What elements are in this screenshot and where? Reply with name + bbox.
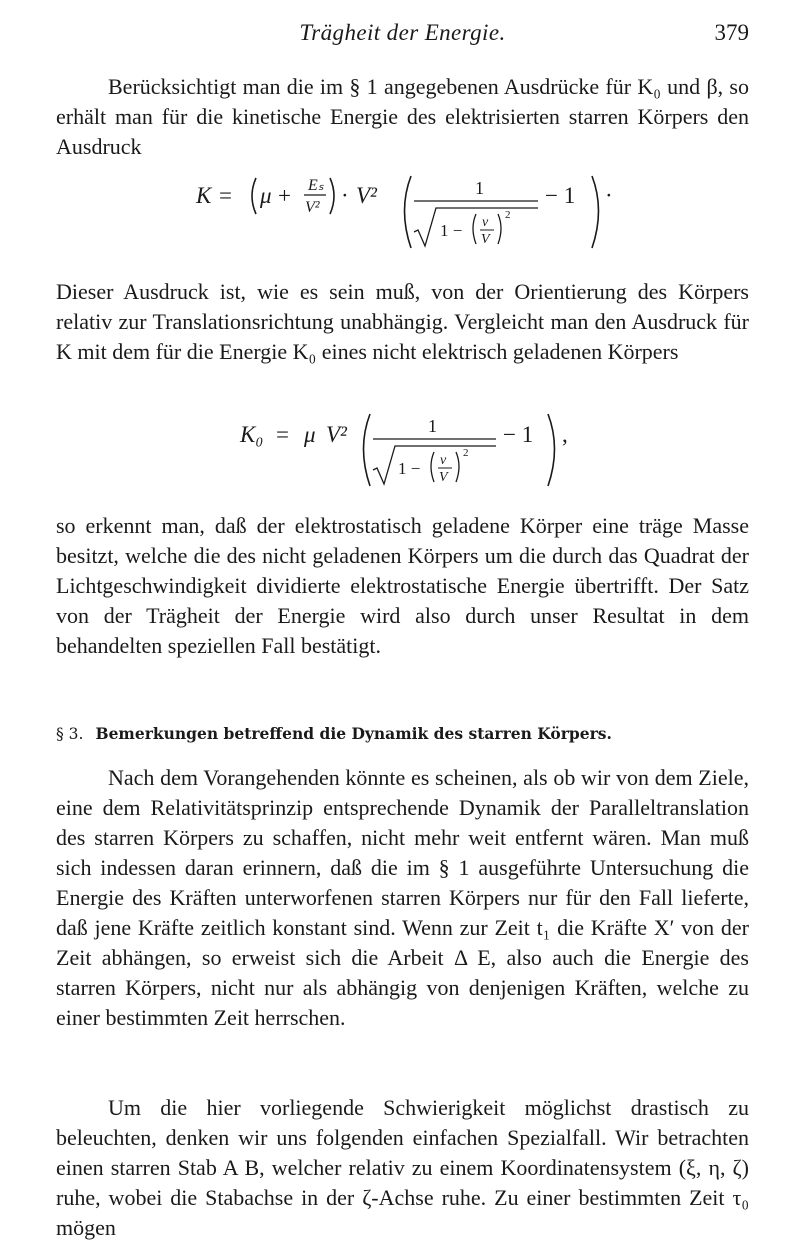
paragraph-1: Berücksichtigt man die im § 1 angegebenen Ausdrücke für K₀ und β, so erhält man für die kinetische Energie des elektrisierten starren Körpers den Ausdruck bbox=[56, 74, 749, 159]
eq1-dot: · bbox=[341, 183, 349, 208]
eq1-lhs: K bbox=[196, 183, 212, 208]
eq1-bigparen-left bbox=[405, 176, 412, 248]
eq1-plus: + bbox=[278, 183, 291, 208]
eq1-bigparen-right bbox=[592, 176, 599, 248]
eq2-inner-paren-right bbox=[456, 452, 459, 482]
eq2-inner-V: V bbox=[439, 470, 448, 485]
paragraph-3: so erkennt man, daß der elektrostatisch geladene Körper eine träge Masse besitzt, welche die des nicht geladenen Körpers um die durch das Quadrat der Lichtgeschwindigkeit dividierte elektrostatische Energie übertrifft. Der Satz von der Trägheit der Energie wird also durch unser Resultat in dem behandelten speziellen Fall bestätigt. bbox=[56, 513, 749, 658]
running-title: Trägheit der Energie. bbox=[299, 20, 506, 45]
paragraph-5: Um die hier vorliegende Schwierigkeit möglichst drastisch zu beleuchten, denken wir uns folgenden einfachen Spezialfall. Wir betrachten einen starren Stab A B, welcher relativ zu einem Koordinatensystem (ξ, η, ζ) ruhe, wobei die Stabachse in der ζ-Achse ruhe. Zu einer bestimmten Zeit τ₀ mögen bbox=[56, 1095, 749, 1240]
paragraph-4: Nach dem Vorangehenden könnte es scheinen, als ob wir von dem Ziele, eine dem Relativitätsprinzip entsprechende Dynamik der Paralleltranslation des starren Körpers zu schaffen, nicht mehr weit entfernt wären. Man muß sich indessen daran erinnern, daß die im § 1 ausgeführte Untersuchung die Energie des Kräften unterworfenen starren Körpers nur für den Fall lieferte, daß jene Kräfte zeitlich konstant sind. Wenn zur Zeit t₁ die Kräfte X′ von der Zeit abhängen, so erweist sich die Arbeit Δ E, also auch die Energie des starren Körpers, nicht nur als abhängig von denjenigen Kräften, welche zu einer bestimmten Zeit herrschen. bbox=[56, 765, 749, 1030]
eq2-equals: = bbox=[276, 422, 289, 447]
eq1-mu: μ bbox=[260, 183, 272, 208]
equation-rest-energy bbox=[0, 402, 805, 492]
eq2-v: v bbox=[440, 453, 447, 468]
eq2-bigparen-left bbox=[364, 414, 371, 486]
paragraph-2: Dieser Ausdruck ist, wie es sein muß, von der Orientierung des Körpers relativ zur Translationsrichtung unabhängig. Vergleicht man den Ausdruck für K mit dem für die Energie K₀ eines nicht elektrisch geladenen Körpers bbox=[56, 279, 749, 364]
eq1-inner-paren-left bbox=[473, 214, 476, 244]
eq2-bigparen-right bbox=[548, 414, 555, 486]
section-title: Bemerkungen betreffend die Dynamik des starren Körpers. bbox=[95, 724, 612, 743]
eq1-v2-den: V² bbox=[305, 199, 320, 216]
eq2-inner-one: 1 − bbox=[398, 459, 421, 478]
eq1-sqrt bbox=[414, 208, 538, 246]
eq1-inner-paren-right bbox=[498, 214, 501, 244]
eq1-equals: = bbox=[219, 183, 232, 208]
eq1-inner-V: V bbox=[481, 232, 490, 247]
eq2-numerator: 1 bbox=[428, 416, 437, 436]
section-number: § 3. bbox=[56, 725, 84, 743]
eq1-v2: V² bbox=[356, 183, 377, 208]
eq2-inner-paren-left bbox=[431, 452, 434, 482]
section-heading bbox=[56, 724, 756, 743]
eq1-numerator: 1 bbox=[475, 178, 484, 198]
eq1-paren-right bbox=[330, 178, 334, 214]
eq1-square: 2 bbox=[505, 209, 511, 221]
eq2-minus-one: − 1 bbox=[503, 422, 534, 447]
eq1-end-dot: · bbox=[605, 183, 613, 208]
equation-kinetic-energy bbox=[0, 170, 805, 260]
eq1-paren-left bbox=[252, 178, 256, 214]
eq2-sqrt bbox=[373, 446, 496, 484]
eq1-v: v bbox=[482, 215, 489, 230]
eq2-mu: μ bbox=[304, 422, 316, 447]
eq1-inner-one: 1 − bbox=[440, 221, 463, 240]
running-header bbox=[56, 20, 749, 50]
eq2-v2: V² bbox=[326, 422, 347, 447]
eq2-end-comma: , bbox=[562, 422, 568, 447]
eq1-minus-one: − 1 bbox=[545, 183, 576, 208]
eq2-square: 2 bbox=[463, 447, 469, 459]
eq1-es: Eₛ bbox=[308, 177, 324, 194]
page-number: 379 bbox=[714, 20, 749, 45]
eq2-lhs: K₀ bbox=[240, 422, 264, 447]
